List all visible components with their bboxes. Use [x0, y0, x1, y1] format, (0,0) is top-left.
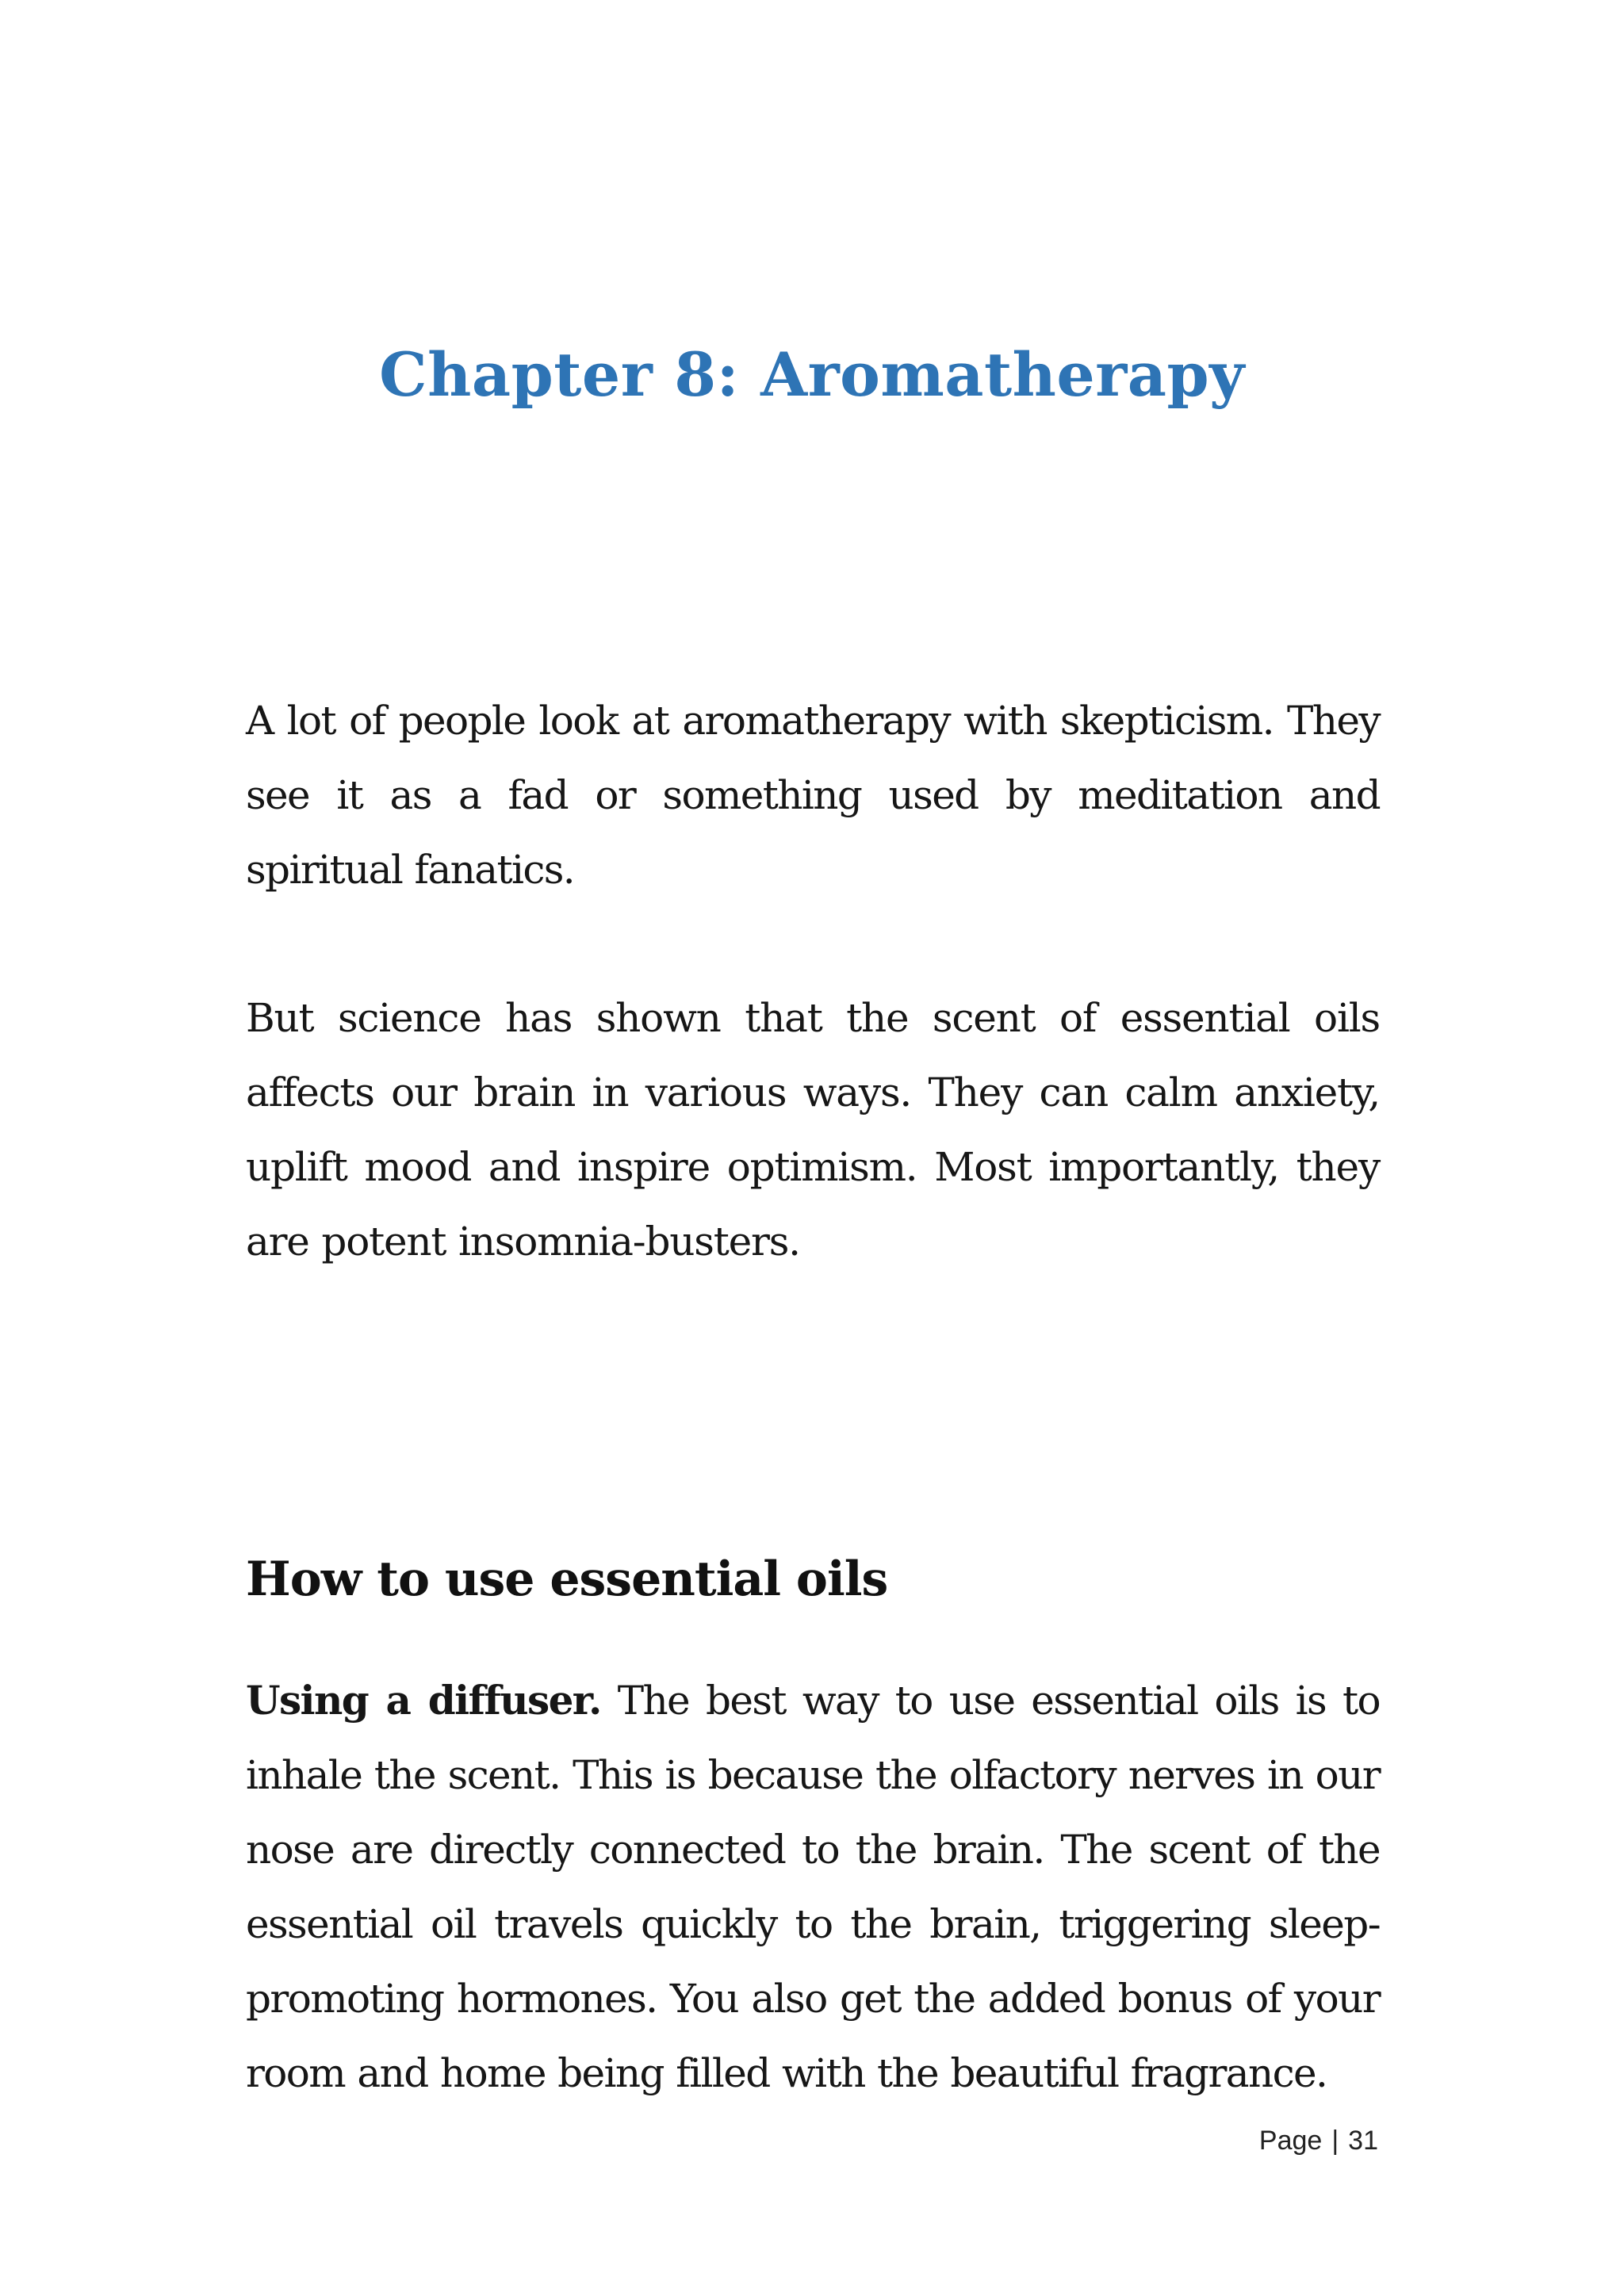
section-body: The best way to use essential oils is to inhale the scent. This is because the olfactory nerves in our nose are directly connected to the brain. The scent of the essential oil travels quickly to the brain, triggering sleep-promoting hormones. You also get the added bonus of your room and home being filled with the beautiful fragrance.: [246, 1678, 1381, 2096]
page-footer: [1259, 2121, 1378, 2160]
section-heading: How to use essential oils: [246, 1552, 888, 1607]
section-lead-in: Using a diffuser.: [246, 1677, 601, 1724]
page-number: 31: [1348, 2126, 1378, 2156]
page-separator: |: [1331, 2126, 1339, 2156]
page-label: Page: [1258, 2126, 1323, 2156]
section-paragraph: [246, 1663, 1380, 2110]
chapter-title: Chapter 8: Aromatherapy: [379, 339, 1245, 410]
intro-paragraph-2: But science has shown that the scent of essential oils affects our brain in various ways. They can calm anxiety, uplift mood and inspire optimism. Most importantly, they are potent insomnia-busters.: [246, 995, 1380, 1265]
intro-paragraph-1: A lot of people look at aromatherapy with skepticism. They see it as a fad or something used by meditation and spiritual fanatics.: [246, 698, 1380, 893]
